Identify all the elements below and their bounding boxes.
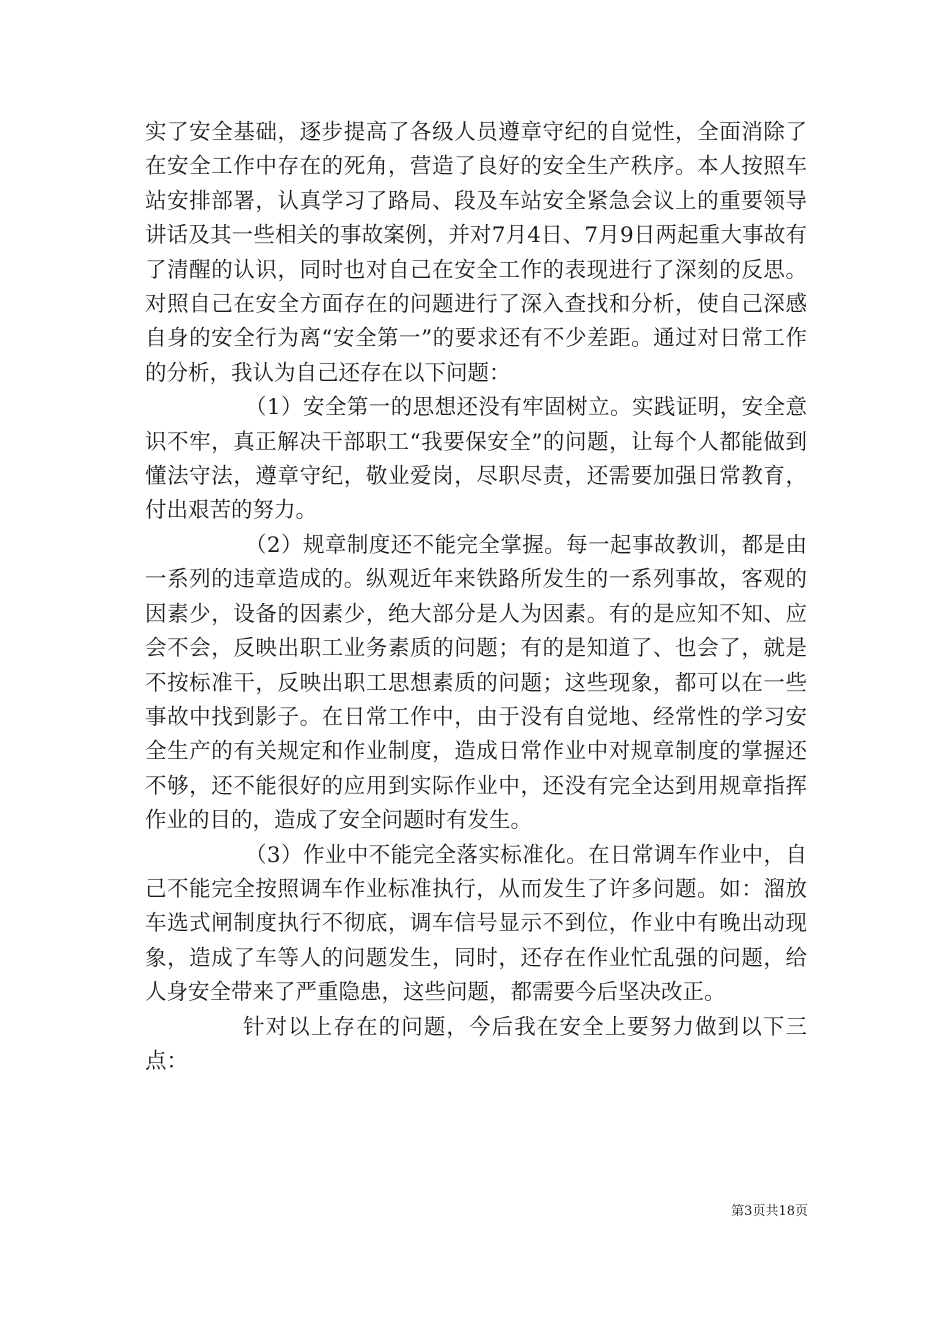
problem-item-1: （1）安全第一的思想还没有牢固树立。实践证明，安全意识不牢，真正解决干部职工“我要保安全”的问题，让每个人都能做到懂法守法，遵章守纪，敬业爱岗，尽职尽责，还需要加强日常教育，付出艰苦的努力。 xyxy=(145,395,807,524)
document-body xyxy=(145,116,807,1079)
page-number: 第3页共18页 xyxy=(731,1204,808,1219)
problem-item-3: （3）作业中不能完全落实标准化。在日常调车作业中，自己不能完全按照调车作业标准执行，从而发生了许多问题。如：溜放车选式闸制度执行不彻底，调车信号显示不到位，作业中有晚出动现象，造成了车等人的问题发生，同时，还存在作业忙乱强的问题，给人身安全带来了严重隐患，这些问题，都需要今后坚决改正。 xyxy=(145,842,807,1006)
intro-paragraph: 实了安全基础，逐步提高了各级人员遵章守纪的自觉性，全面消除了在安全工作中存在的死角，营造了良好的安全生产秩序。本人按照车站安排部署，认真学习了路局、段及车站安全紧急会议上的重要领导讲话及其一些相关的事故案例，并对7月4日、7月9日两起重大事故有了清醒的认识，同时也对自己在安全工作的表现进行了深刻的反思。对照自己在安全方面存在的问题进行了深入查找和分析，使自己深感自身的安全行为离“安全第一”的要求还有不少差距。通过对日常工作的分析，我认为自己还存在以下问题： xyxy=(145,120,807,386)
closing-paragraph: 针对以上存在的问题，今后我在安全上要努力做到以下三点： xyxy=(145,1014,807,1074)
problem-item-2: （2）规章制度还不能完全掌握。每一起事故教训，都是由一系列的违章造成的。纵观近年来铁路所发生的一系列事故，客观的因素少，设备的因素少，绝大部分是人为因素。有的是应知不知、应会不会，反映出职工业务素质的问题；有的是知道了、也会了，就是不按标准干，反映出职工思想素质的问题；这些现象，都可以在一些事故中找到影子。在日常工作中，由于没有自觉地、经常性的学习安全生产的有关规定和作业制度，造成日常作业中对规章制度的掌握还不够，还不能很好的应用到实际作业中，还没有完全达到用规章指挥作业的目的，造成了安全问题时有发生。 xyxy=(145,532,807,834)
